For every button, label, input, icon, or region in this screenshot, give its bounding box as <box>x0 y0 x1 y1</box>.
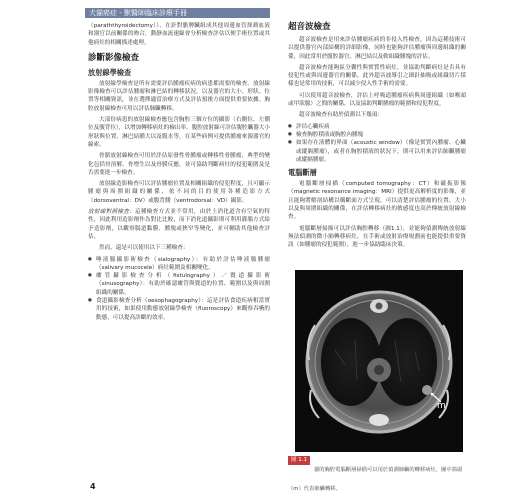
subsection-heading-ct: 電腦斷層 <box>288 168 317 178</box>
figure-caption-text: 貓的胸腔電腦斷層掃描可以用於偵測肺臟的轉移病灶，圖中箭頭（m）代表肺臟轉移。 <box>288 467 463 492</box>
bullet-list <box>88 256 270 322</box>
list-item: ● 如果存在液體的界面（acoustic window）（像是實質內腫瘤、心臟或縱膈腫瘤），或者在胸腔積液的狀況下，則可以用來評估肺臟腫瘤或縱膈腫瘤。 <box>288 139 466 164</box>
paragraph: 超音波檢查有助於偵測以下幾項： <box>299 112 383 119</box>
right-column <box>288 22 466 253</box>
paragraph: 電腦斷層掃描可以評估胸腔轉移（圖1.1），並能夠偵測傳統放射線無法偵測的微小肺轉移病灶，在手術或放射治療規劃前也能提供重要資訊（如腫瘤的侵犯範圍），進一步協助臨床決策。 <box>288 225 466 249</box>
paragraph: 骨骼放射線檢查可用於評估原發性骨腫瘤或轉移性骨腫瘤，典型的變化包括骨溶解、骨增生以及骨膜反應，並可協助判斷病灶的侵犯範圍及是否需要進一步檢查。 <box>88 153 270 176</box>
paragraph: 然而，還是可以使用以下三種檢查： <box>99 245 189 252</box>
bullet-list <box>288 123 466 164</box>
page-number: 4 <box>90 482 96 491</box>
list-item: ● 評估心臟疾病 <box>288 123 466 131</box>
paragraph <box>88 208 270 241</box>
paragraph: 電腦斷層掃描（computed tomography：CT）和磁振影像（magnetic resonance imaging：MRI）提供更高解析度的影像，並且能夠將解剖結構以橫斷面方式呈現，可以清楚評估腫瘤的位置、大小以及與周圍組織的關係，在評估轉移病灶的敏感度也高於傳統放射線檢查。 <box>288 181 466 221</box>
paragraph: 超音波檢查能夠區分囊性與實質性病灶，並協助判斷病灶是否具有侵犯性或與周邊器官的關係，此外超音波導引之細針抽吸或組織切片採樣也是常用的技術，可以減少侵入性手術的需要。 <box>288 64 466 88</box>
list-item: ● 食道攝影檢查分析（oesophagography）：這是評估食道疾病相當實用的技術，如果使用動態放射線學檢查（fluoroscopy）來觀察吞嚥的動態，可以提高診斷的效率。 <box>88 297 270 322</box>
paragraph: 大部份病患的放射線檢查應包含胸腔三個方位的攝影（右側位、左側位及腹背位），以增加轉移病灶的檢出率。腹腔放射線可評估腹腔臟器大小形狀與位置、淋巴結腫大以及腹水等，在某些病例可提供腫瘤來源器官的線索。 <box>88 117 270 148</box>
subsection-heading-radiography: 放射線學檢查 <box>88 67 132 77</box>
section-heading-diagnostic-imaging: 診斷影像檢查 <box>88 52 140 63</box>
running-header: 犬貓癌症 - 獸醫師臨床診療手冊 <box>85 8 270 18</box>
paragraph-text: 這種檢查方式並不常用，由於上消化道含有空氣的特性，因此利用造影劑作為對比比較，而下消化道攝影則可利用灌腸方式給予造影劑，以觀察腸道黏膜、腫塊或狹窄等變化，並可輔助其他檢查評估。 <box>88 209 270 240</box>
inline-term: 放射線對照檢查： <box>88 209 136 216</box>
figure-number-badge: 圖 1.1 <box>288 456 310 465</box>
left-column <box>88 22 270 325</box>
paragraph: （paraththyroidectomy））、在針對膽脾臟組成其他周邊血管探測血液和器官以前關係的吻合，動靜血流速線會分析檢查評估以便手術位置或其他病灶的相關描述處理。 <box>88 23 270 46</box>
paragraph: 可以使用超音波檢查，評估上呼吸道腫瘤疾病與周邊組織（如喉頭或甲狀腺）之間的關係，以及協助判斷腫瘤的範圍和侵犯程度。 <box>288 92 466 108</box>
ct-scan-image <box>295 270 463 452</box>
paragraph: 放射線學檢查是所有需要評估腫瘤疾病的病患都需要的檢查。放射線影像檢查可以評估腫瘤和淋巴結的轉移狀況，以及器官的大小、形狀、位置等相關資訊，並在選擇適當治療方式及評估預後方面提供重要依據。胸腔放射線檢查可用以評估肺臟轉移。 <box>88 80 270 112</box>
paragraph: 放射線造影檢查可以評估腫瘤位置及相關組織的侵犯程度，且可顯示腫瘤與周圍組織的關係，依不同的目的使用各種造影方式（dorsoventral：DV）或腹背側（ventrodorsal：VD）攝影。 <box>88 181 270 204</box>
figure-marker-label: m <box>437 401 446 411</box>
ct-scan-figure <box>295 270 463 452</box>
section-heading-ultrasound: 超音波檢查 <box>288 22 331 32</box>
list-item: ● 瘻管攝影檢查分析（fistulography）／竇道攝影術（sinusography）：有助於確認瘻管與竇道的位置、範圍以及與周圍組織的關係。 <box>88 272 270 297</box>
figure-caption <box>288 456 466 494</box>
list-item: ● 檢查胸腔積液或胸腔內腫塊 <box>288 131 466 139</box>
paragraph: 超音波檢查是用來評估腫瘤疾病的非侵入性檢查，因為這種技術可以提供器官內部結構的詳細影像，同時也能夠評估腫瘤與周邊組織的關係，因此常用於腹腔器官、淋巴結以及軟組織腫塊的評估。 <box>288 37 466 60</box>
list-item: ● 唾液腺攝影術檢查（sialography）：有助於評估唾液腺腫瘤（salivary mucocele）病灶範圍及相關變化。 <box>88 256 270 273</box>
